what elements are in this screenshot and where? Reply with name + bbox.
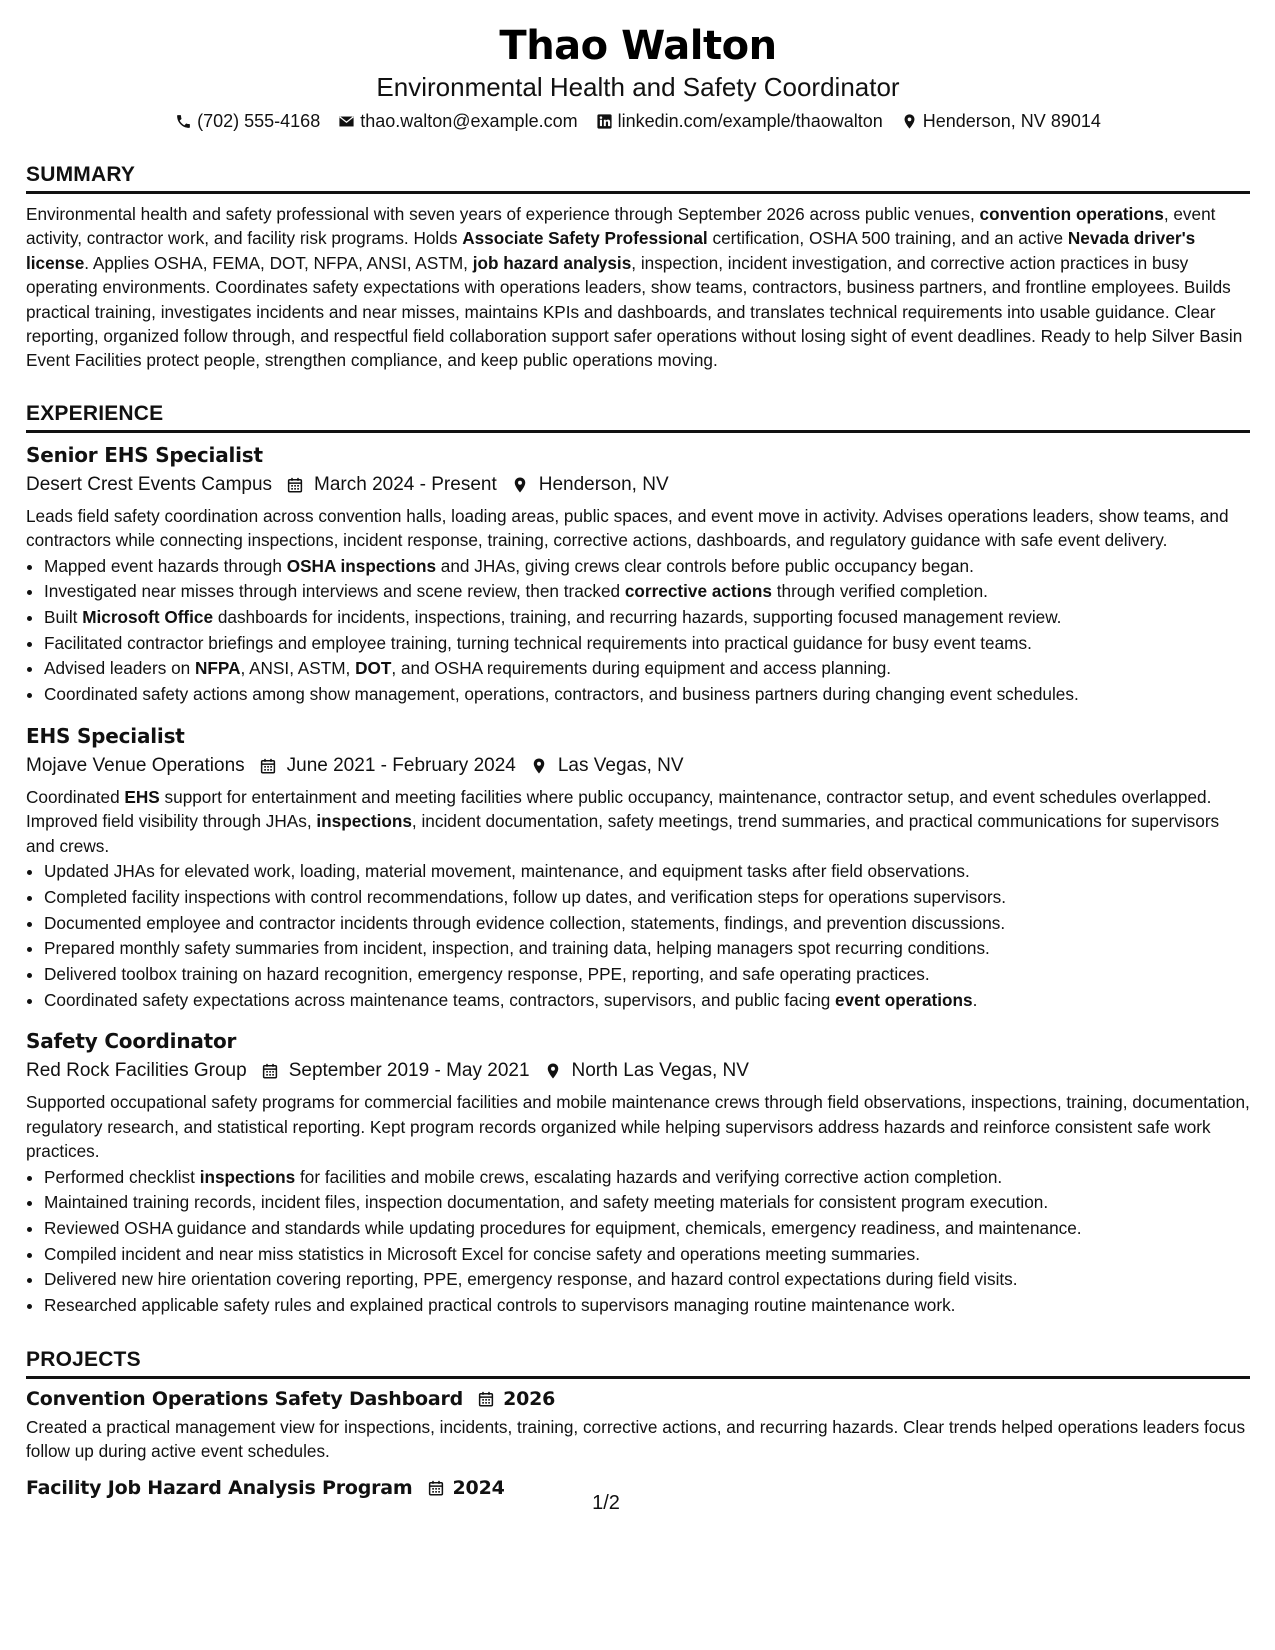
bold-keyword: NFPA [194, 658, 241, 679]
linkedin-icon [596, 113, 613, 130]
job-meta [26, 751, 1250, 781]
project-year: 2026 [503, 1387, 556, 1410]
job-location: Las Vegas, NV [557, 754, 684, 776]
job-title: Senior EHS Specialist [26, 442, 263, 467]
contact-phone [175, 109, 320, 133]
bold-keyword: inspections [316, 811, 412, 832]
project-name: Facility Job Hazard Analysis Program [26, 1476, 413, 1499]
bold-keyword: Nevada driver's license [26, 228, 1196, 273]
bullet-item [44, 605, 1250, 631]
job-description [26, 1090, 1250, 1163]
bullet-item [44, 1216, 1250, 1242]
contact-email[interactable] [338, 109, 577, 133]
job-description [26, 785, 1250, 858]
calendar-icon [259, 757, 277, 775]
text-run: Maintained training records, incident files, inspection documentation, and safety meeting materials for consistent program execution. [44, 1192, 1049, 1213]
bold-keyword: corrective actions [624, 581, 772, 602]
job-dates: March 2024 - Present [314, 473, 497, 495]
project-entry [26, 1385, 1250, 1464]
text-run: Compiled incident and near miss statistics in Microsoft Excel for concise safety and operations meeting summaries. [44, 1243, 920, 1264]
job-title: Safety Coordinator [26, 1029, 237, 1054]
job-dates: September 2019 - May 2021 [288, 1060, 530, 1082]
text-run: Delivered toolbox training on hazard recognition, emergency response, PPE, reporting, and safe operating practices. [44, 963, 930, 984]
bullet-item [44, 656, 1250, 682]
job-company: Desert Crest Events Campus [26, 473, 273, 495]
bold-keyword: DOT [355, 658, 392, 679]
text-run: Mapped event hazards through [44, 555, 287, 576]
bullet-item [44, 631, 1250, 657]
text-run: Updated JHAs for elevated work, loading, material movement, maintenance, and equipment tasks after field observations. [44, 861, 970, 882]
text-run: Leads field safety coordination across convention halls, loading areas, public spaces, and event move in activity. Advises operations leaders, show teams, and contractors while connecting inspections, incident response, training, corrective actions, dashboards, and regulatory guidance with safe event delivery. [26, 505, 1229, 551]
contact-location [901, 109, 1101, 133]
text-run: Reviewed OSHA guidance and standards while updating procedures for equipment, chemicals, emergency readiness, and maintenance. [44, 1217, 1082, 1238]
job-bullets [26, 859, 1250, 1013]
job-entry [26, 722, 1250, 1013]
text-run: Completed facility inspections with control recommendations, follow up dates, and verification steps for operations supervisors. [44, 886, 1007, 907]
text-run: Facilitated contractor briefings and employee training, turning technical requirements into practical guidance for busy event teams. [44, 632, 1032, 653]
calendar-icon [477, 1390, 495, 1408]
bullet-item [44, 1267, 1250, 1293]
phone-icon [175, 113, 192, 130]
bullet-item [44, 936, 1250, 962]
text-run: , incident documentation, safety meetings, trend summaries, and practical communications for supervisors and crews. [26, 811, 1220, 856]
calendar-icon [286, 476, 304, 494]
bullet-item [44, 859, 1250, 885]
job-meta [26, 470, 1250, 500]
job-entry [26, 441, 1250, 708]
text-run: , event activity, contractor work, and facility risk programs. Holds [26, 204, 1216, 249]
text-run: Built [44, 607, 83, 628]
text-run: Coordinated [26, 786, 125, 807]
text-run: . [972, 989, 978, 1010]
contact-location-text: Henderson, NV 89014 [922, 111, 1101, 131]
bullet-item [44, 579, 1250, 605]
bold-keyword: OSHA inspections [286, 555, 437, 576]
map-pin-icon [530, 757, 548, 775]
bullet-item [44, 1242, 1250, 1268]
job-location: North Las Vegas, NV [571, 1060, 749, 1082]
text-run: Advised leaders on [44, 658, 195, 679]
envelope-icon [338, 113, 355, 130]
contact-email-text[interactable]: thao.walton@example.com [360, 111, 578, 131]
map-pin-icon [901, 113, 918, 130]
contact-bar [26, 109, 1250, 133]
job-description [26, 504, 1250, 553]
project-name: Convention Operations Safety Dashboard [26, 1387, 464, 1410]
project-year: 2024 [452, 1476, 505, 1499]
text-run: , ANSI, ASTM, [240, 658, 356, 679]
text-run: through verified completion. [772, 581, 988, 602]
text-run: Delivered new hire orientation covering reporting, PPE, emergency response, and hazard control expectations during field visits. [44, 1269, 1018, 1290]
text-run: , inspection, incident investigation, and corrective action practices in busy operating environments. Coordinates safety expectations with operations leaders, show teams, contractors, business partners, and frontline employees. Builds practical training, investigates incidents and near misses, maintains KPIs and dashboards, and translates technical requirements into usable guidance. Clear reporting, organized follow through, and respectful field collaboration support safer operations without losing sight of event deadlines. Ready to help Silver Basin Event Facilities protect people, strengthen compliance, and keep public operations moving. [26, 252, 1243, 371]
contact-linkedin[interactable] [596, 109, 883, 133]
section-title-projects: PROJECTS [26, 1347, 1250, 1379]
bullet-item [44, 1165, 1250, 1191]
job-entry [26, 1027, 1250, 1318]
text-run: Documented employee and contractor incidents through evidence collection, statements, findings, and prevention discussions. [44, 912, 1006, 933]
projects-list [26, 1385, 1250, 1502]
contact-linkedin-text[interactable]: linkedin.com/example/thaowalton [617, 111, 883, 131]
calendar-icon [261, 1062, 279, 1080]
job-company: Red Rock Facilities Group [26, 1060, 247, 1082]
job-bullets [26, 1165, 1250, 1319]
text-run: dashboards for incidents, inspections, training, and recurring hazards, supporting focused management review. [213, 607, 1062, 628]
bold-keyword: event operations [835, 989, 973, 1010]
text-run: support for entertainment and meeting facilities where public occupancy, maintenance, contractor setup, and event schedules overlapped. Improved field visibility through JHAs, [26, 786, 1212, 832]
section-title-experience: EXPERIENCE [26, 401, 1250, 433]
text-run: . Applies OSHA, FEMA, DOT, NFPA, ANSI, ASTM, [84, 252, 473, 273]
map-pin-icon [544, 1062, 562, 1080]
job-company: Mojave Venue Operations [26, 754, 245, 776]
bullet-item [44, 682, 1250, 708]
section-title-summary: SUMMARY [26, 162, 1250, 194]
text-run: Prepared monthly safety summaries from incident, inspection, and training data, helping managers spot recurring conditions. [44, 938, 990, 959]
bullet-item [44, 962, 1250, 988]
text-run: Environmental health and safety professional with seven years of experience through September 2026 across public venues, [26, 204, 980, 224]
bold-keyword: inspections [199, 1166, 296, 1187]
text-run: Researched applicable safety rules and explained practical controls to supervisors managing routine maintenance work. [44, 1295, 956, 1316]
job-meta [26, 1056, 1250, 1086]
map-pin-icon [511, 476, 529, 494]
bold-keyword: Microsoft Office [82, 607, 214, 628]
contact-phone-text: (702) 555-4168 [197, 111, 321, 131]
page-number: 1/2 [592, 1492, 620, 1514]
resume-page [26, 20, 1250, 1502]
text-run: for facilities and mobile crews, escalating hazards and verifying corrective action completion. [295, 1166, 1003, 1187]
bold-keyword: convention operations [979, 204, 1164, 224]
bold-keyword: EHS [124, 786, 160, 807]
text-run: and JHAs, giving crews clear controls before public occupancy began. [436, 555, 974, 576]
bullet-item [44, 1190, 1250, 1216]
candidate-name: Thao Walton [499, 23, 777, 69]
bold-keyword: job hazard analysis [472, 252, 632, 273]
bullet-item [44, 1293, 1250, 1319]
bullet-item [44, 911, 1250, 937]
project-description: Created a practical management view for inspections, incidents, training, corrective actions, and recurring hazards. Clear trends helped operations leaders focus follow up during active event schedules. [26, 1416, 1246, 1462]
job-location: Henderson, NV [538, 473, 669, 495]
candidate-headline: Environmental Health and Safety Coordinator [376, 72, 900, 102]
job-title: EHS Specialist [26, 723, 185, 748]
text-run: , and OSHA requirements during equipment and access planning. [391, 658, 892, 679]
text-run: Supported occupational safety programs for commercial facilities and mobile maintenance crews through field observations, inspections, training, documentation, regulatory research, and statistical reporting. Kept program records organized while helping supervisors address hazards and reinforce consistent safe work practices. [26, 1092, 1250, 1162]
text-run: Investigated near misses through interviews and scene review, then tracked [44, 581, 625, 602]
text-run: certification, OSHA 500 training, and an active [707, 228, 1068, 249]
bullet-item [44, 988, 1250, 1014]
text-run: Coordinated safety expectations across maintenance teams, contractors, supervisors, and public facing [44, 989, 836, 1010]
bullet-item [44, 554, 1250, 580]
summary-text [26, 202, 1250, 373]
text-run: Coordinated safety actions among show management, operations, contractors, and business partners during changing event schedules. [44, 684, 1079, 705]
bullet-item [44, 885, 1250, 911]
job-bullets [26, 554, 1250, 708]
project-header [26, 1385, 1250, 1413]
bold-keyword: Associate Safety Professional [462, 228, 708, 249]
text-run: Performed checklist [44, 1166, 200, 1187]
job-dates: June 2021 - February 2024 [286, 754, 516, 776]
experience-list [26, 441, 1250, 1319]
